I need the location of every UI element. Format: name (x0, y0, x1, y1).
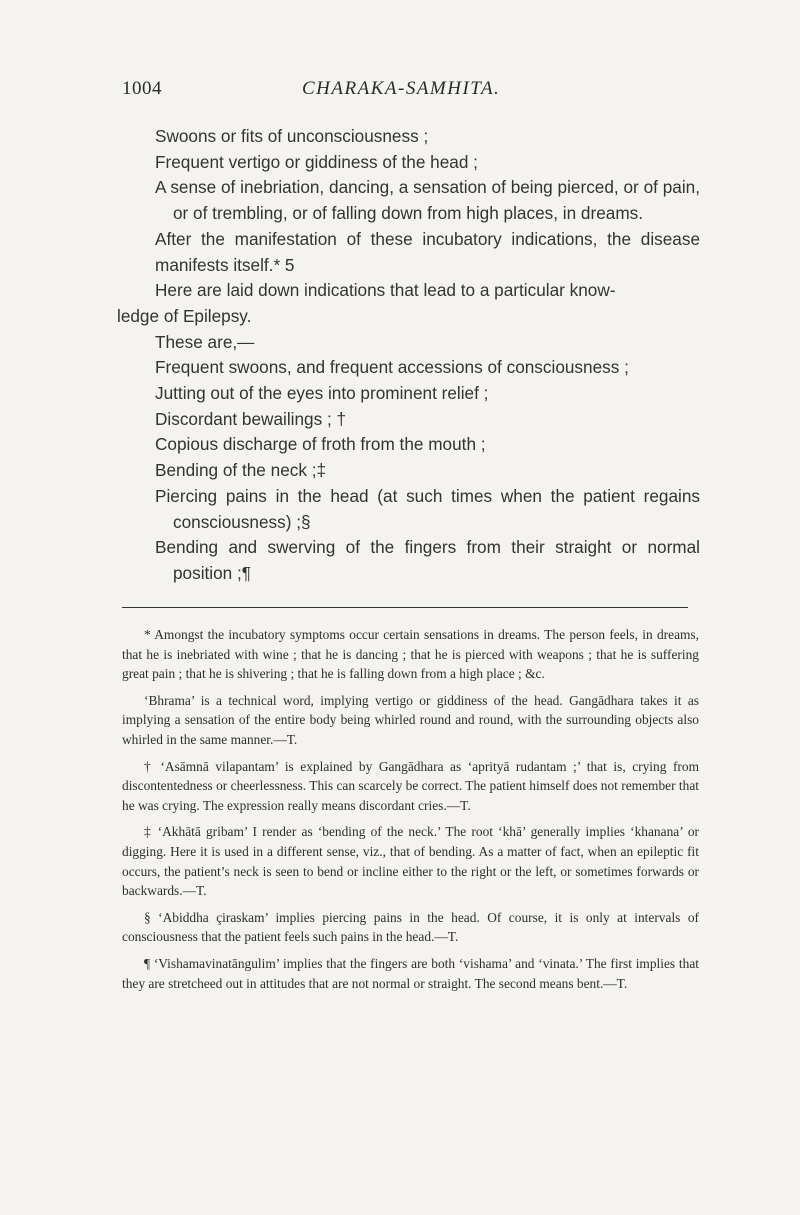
page-number: 1004 (122, 78, 162, 99)
text-line: ledge of Epilepsy. (117, 305, 252, 326)
text-line: A sense of inebriation, dancing, a sensation of being pierced, or of pain, or of trembling, or of falling down from high places, in dreams. (155, 177, 700, 224)
text-line: Jutting out of the eyes into prominent relief ; (155, 383, 489, 404)
text-line: Discordant bewailings ; † (155, 408, 347, 429)
footnote: ‘Bhrama’ is a technical word, implying vertigo or giddiness of the head. Gangādhara takes it as implying a sensation of the entire body being whirled round and round, with the surrounding objects also whirled in the same manner.—T. (122, 692, 699, 747)
main-text (117, 124, 700, 587)
text-line: Frequent vertigo or giddiness of the head ; (155, 151, 478, 172)
text-line: Piercing pains in the head (at such times when the patient regains consciousness) ;§ (155, 485, 700, 532)
footnote: § ‘Abiddha çiraskam’ implies piercing pains in the head. Of course, it is only at intervals of consciousness that the patient feels such pains in the head.—T. (122, 909, 699, 945)
footnote: † ‘Asāmnā vilapantam’ is explained by Gangādhara as ‘aprityā rudantam ;’ that is, crying from discontentedness or cheerlessness. This can scarcely be correct. The patient himself does not remember that he was crying. The expression really means discordant cries.—T. (122, 758, 699, 813)
text-line: These are,— (155, 331, 255, 352)
text-line: After the manifestation of these incubatory indications, the disease manifests itself.* 5 (155, 228, 700, 275)
text-line: Bending of the neck ;‡ (155, 460, 327, 481)
text-line: Frequent swoons, and frequent accessions of consciousness ; (155, 357, 629, 378)
footnote: * Amongst the incubatory symptoms occur certain sensations in dreams. The person feels, in dreams, that he is inebriated with wine ; that he is dancing ; that he is pierced with weapons ; that he is suffering great pain ; that he is shivering ; that he is falling down from a high place ; &c. (122, 627, 699, 682)
footnotes (122, 625, 699, 1000)
text-line: Bending and swerving of the fingers from their straight or normal position ;¶ (155, 537, 700, 583)
text-line: Swoons or fits of unconsciousness ; (155, 126, 429, 146)
footnote: ¶ ‘Vishamavinatāngulim’ implies that the fingers are both ‘vishama’ and ‘vinata.’ The first implies that they are stretcheed out in attitudes that are not normal or straight. The second means bent.—T. (122, 955, 699, 991)
running-title: CHARAKA-SAMHITA. (302, 78, 501, 99)
footnote-divider (122, 607, 688, 608)
text-line: Copious discharge of froth from the mouth ; (155, 434, 486, 455)
footnote: ‡ ‘Akhātā gribam’ I render as ‘bending of the neck.’ The root ‘khā’ generally implies ‘khanana’ or digging. Here it is used in a different sense, viz., that of bending. As a matter of fact, when an epileptic fit occurs, the patient’s neck is seen to bend or incline either to the right or the left, or sometimes forwards or backwards.—T. (122, 824, 699, 899)
text-line: Here are laid down indications that lead to a particular know- (155, 280, 616, 301)
